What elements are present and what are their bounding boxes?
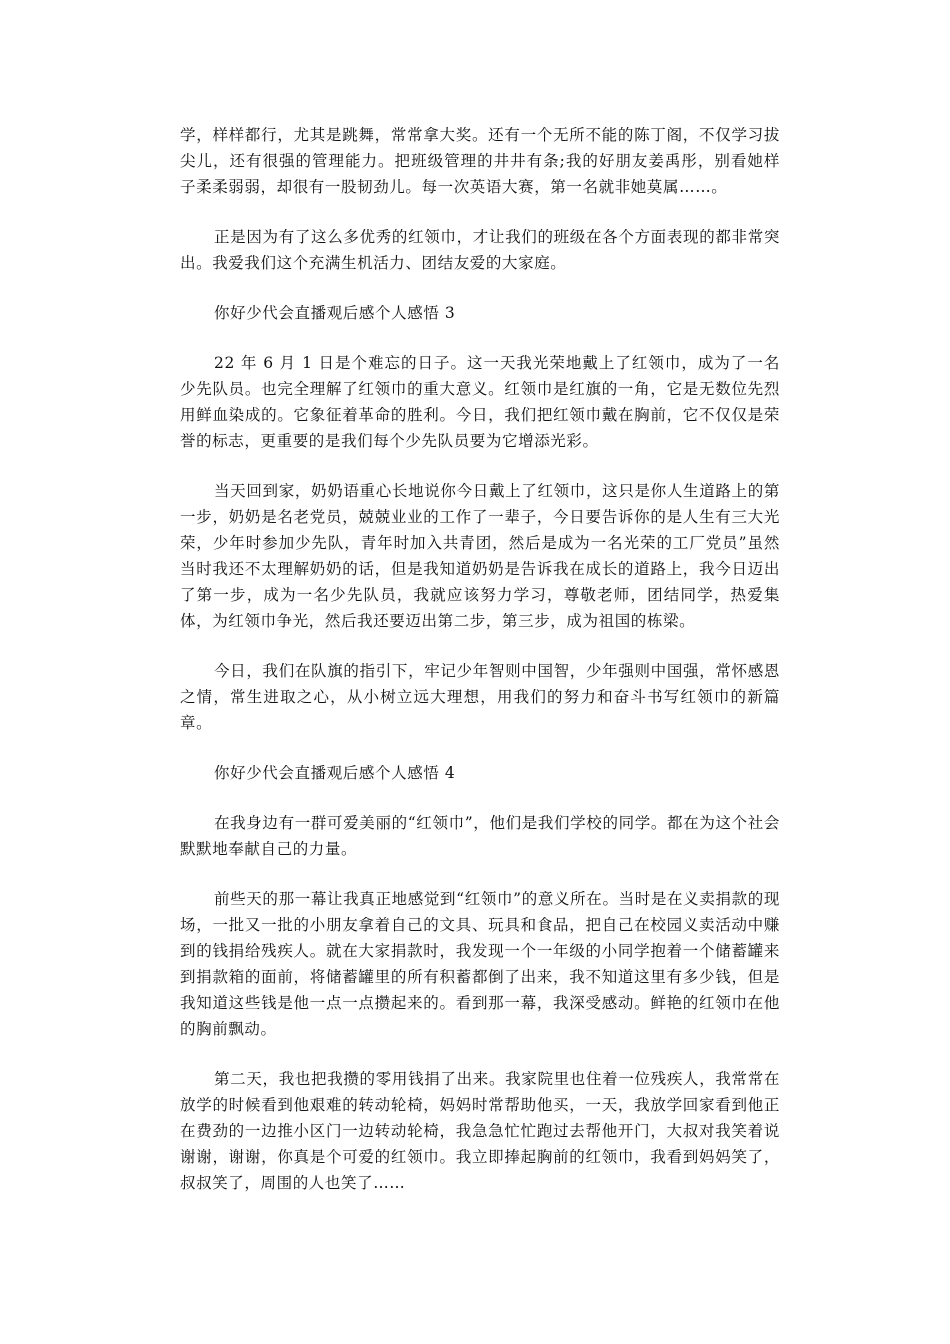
paragraph-6: 在我身边有一群可爱美丽的“红领巾”，他们是我们学校的同学。都在为这个社会默默地奉献自己的力量。 (180, 814, 780, 858)
paragraph-5: 今日，我们在队旗的指引下，牢记少年智则中国智，少年强则中国强，常怀感恩之情，常生进取之心，从小树立远大理想，用我们的努力和奋斗书写红领巾的新篇章。 (180, 662, 780, 732)
document-page (180, 122, 780, 1220)
paragraph-1: 学，样样都行，尤其是跳舞，常常拿大奖。还有一个无所不能的陈丁阁，不仅学习拔尖儿，还有很强的管理能力。把班级管理的井井有条;我的好朋友姜禹彤，别看她样子柔柔弱弱，却很有一股韧劲儿。每一次英语大赛，第一名就非她莫属……。 (180, 126, 780, 196)
paragraph-2: 正是因为有了这么多优秀的红领巾，才让我们的班级在各个方面表现的都非常突出。我爱我们这个充满生机活力、团结友爱的大家庭。 (180, 228, 780, 272)
paragraph-8: 第二天，我也把我攒的零用钱捐了出来。我家院里也住着一位残疾人，我常常在放学的时候看到他艰难的转动轮椅，妈妈时常帮助他买，一天，我放学回家看到他正在费劲的一边推小区门一边转动轮椅，我急急忙忙跑过去帮他开门，大叔对我笑着说谢谢，谢谢，你真是个可爱的红领巾。我立即捧起胸前的红领巾，我看到妈妈笑了，叔叔笑了，周围的人也笑了…… (180, 1070, 780, 1192)
paragraph-7: 前些天的那一幕让我真正地感觉到“红领巾”的意义所在。当时是在义卖捐款的现场，一批又一批的小朋友拿着自己的文具、玩具和食品，把自己在校园义卖活动中赚到的钱捐给残疾人。就在大家捐款时，我发现一个一年级的小同学抱着一个储蓄罐来到捐款箱的面前，将储蓄罐里的所有积蓄都倒了出来，我不知道这里有多少钱，但是我知道这些钱是他一点一点攒起来的。看到那一幕，我深受感动。鲜艳的红领巾在他的胸前飘动。 (180, 890, 780, 1038)
section-heading-3: 你好少代会直播观后感个人感悟 3 (214, 304, 456, 322)
paragraph-4: 当天回到家，奶奶语重心长地说你今日戴上了红领巾，这只是你人生道路上的第一步，奶奶是名老党员，兢兢业业的工作了一辈子，今日要告诉你的是人生有三大光荣，少年时参加少先队，青年时加入共青团，然后是成为一名光荣的工厂党员”虽然当时我还不太理解奶奶的话，但是我知道奶奶是告诉我在成长的道路上，我今日迈出了第一步，成为一名少先队员，我就应该努力学习，尊敬老师，团结同学，热爱集体，为红领巾争光，然后我还要迈出第二步，第三步，成为祖国的栋梁。 (180, 482, 780, 630)
section-heading-4: 你好少代会直播观后感个人感悟 4 (214, 764, 456, 782)
paragraph-3: 22 年 6 月 1 日是个难忘的日子。这一天我光荣地戴上了红领巾，成为了一名少先队员。也完全理解了红领巾的重大意义。红领巾是红旗的一角，它是无数位先烈用鲜血染成的。它象征着革命的胜利。今日，我们把红领巾戴在胸前，它不仅仅是荣誉的标志，更重要的是我们每个少先队员要为它增添光彩。 (180, 354, 780, 450)
